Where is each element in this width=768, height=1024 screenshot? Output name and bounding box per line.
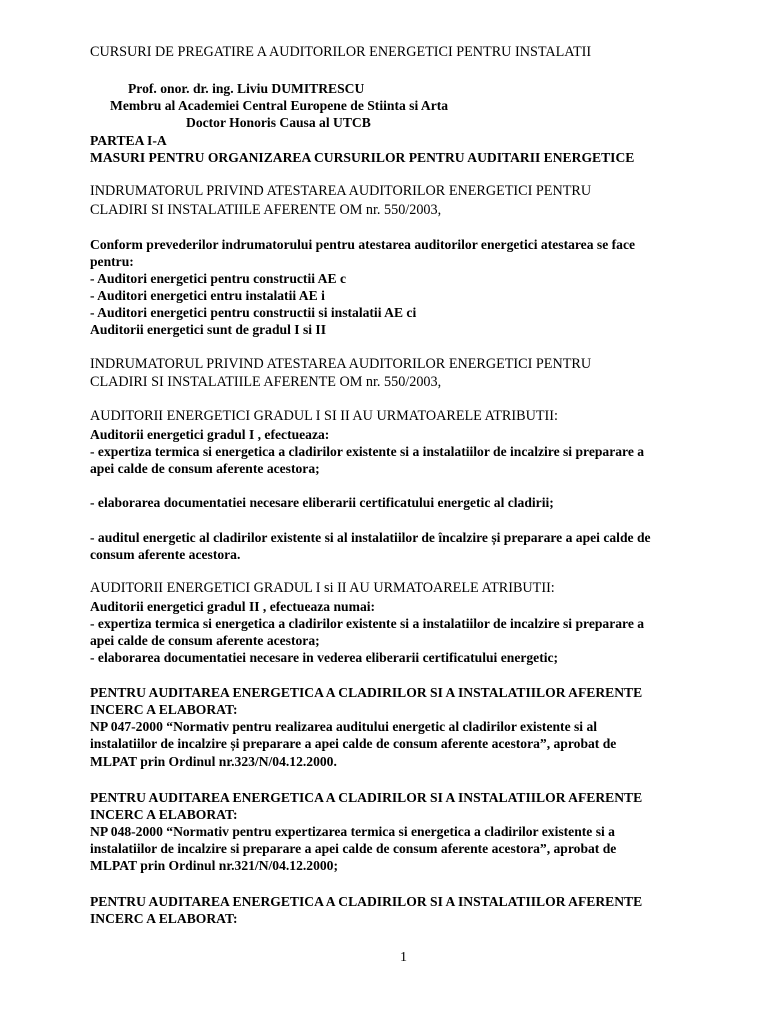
section4-item1-line2: apei calde de consum aferente acestora; xyxy=(90,633,320,648)
section5-text-line3: MLPAT prin Ordinul nr.323/N/04.12.2000. xyxy=(90,754,337,769)
section5-heading-line1: PENTRU AUDITAREA ENERGETICA A CLADIRILOR SI A INSTALATIILOR AFERENTE xyxy=(90,685,643,700)
section5-heading-line2: INCERC A ELABORAT: xyxy=(90,702,238,717)
part-title: MASURI PENTRU ORGANIZAREA CURSURILOR PENTRU AUDITARII ENERGETICE xyxy=(90,150,635,165)
section7-heading-line1: PENTRU AUDITAREA ENERGETICA A CLADIRILOR SI A INSTALATIILOR AFERENTE xyxy=(90,894,643,909)
section1-intro-line1: Conform prevederilor indrumatorului pentru atestarea auditorilor energetici atestarea se face xyxy=(90,237,636,252)
section4-subheading: Auditorii energetici gradul II , efectueaza numai: xyxy=(90,599,376,614)
section1-heading-line1: INDRUMATORUL PRIVIND ATESTAREA AUDITORILOR ENERGETICI PENTRU xyxy=(90,183,592,199)
section6-text-line3: MLPAT prin Ordinul nr.321/N/04.12.2000; xyxy=(90,858,338,873)
section1-grades: Auditorii energetici sunt de gradul I si II xyxy=(90,322,327,337)
section3-subheading: Auditorii energetici gradul I , efectueaza: xyxy=(90,427,330,442)
section3-item2: - elaborarea documentatiei necesare eliberarii certificatului energetic al cladirii; xyxy=(90,495,554,510)
section4-item1-line1: - expertiza termica si energetica a cladirilor existente si a instalatiilor de incalzire si preparare a xyxy=(90,616,645,631)
list-item: - Auditori energetici entru instalatii AE i xyxy=(90,288,325,303)
document-title: CURSURI DE PREGATIRE A AUDITORILOR ENERGETICI PENTRU INSTALATII xyxy=(90,44,592,60)
section3-item3-line2: consum aferente acestora. xyxy=(90,547,241,562)
section6-text-line1: NP 048-2000 “Normativ pentru expertizarea termica si energetica a cladirilor existente si a xyxy=(90,824,615,839)
section3-item1-line2: apei calde de consum aferente acestora; xyxy=(90,461,320,476)
section1-heading-line2: CLADIRI SI INSTALATIILE AFERENTE OM nr. 550/2003, xyxy=(90,202,442,218)
section7-heading-line2: INCERC A ELABORAT: xyxy=(90,911,238,926)
list-item: - Auditori energetici pentru constructii AE c xyxy=(90,271,346,286)
section3-item3-line1: - auditul energetic al cladirilor existente si al instalatiilor de încalzire și preparare a apei calde de xyxy=(90,530,651,545)
section3-item1-line1: - expertiza termica si energetica a cladirilor existente si a instalatiilor de incalzire si preparare a xyxy=(90,444,645,459)
part-label: PARTEA I-A xyxy=(90,133,167,148)
list-item: - Auditori energetici pentru constructii si instalatii AE ci xyxy=(90,305,417,320)
section6-heading-line1: PENTRU AUDITAREA ENERGETICA A CLADIRILOR SI A INSTALATIILOR AFERENTE xyxy=(90,790,643,805)
section4-item2: - elaborarea documentatiei necesare in vederea eliberarii certificatului energetic; xyxy=(90,650,559,665)
author-honors: Doctor Honoris Causa al UTCB xyxy=(186,115,371,130)
page-number: 1 xyxy=(400,950,407,965)
section3-heading: AUDITORII ENERGETICI GRADUL I SI II AU URMATOARELE ATRIBUTII: xyxy=(90,408,558,424)
section4-heading: AUDITORII ENERGETICI GRADUL I si II AU URMATOARELE ATRIBUTII: xyxy=(90,580,555,596)
section6-heading-line2: INCERC A ELABORAT: xyxy=(90,807,238,822)
section2-heading-line1: INDRUMATORUL PRIVIND ATESTAREA AUDITORILOR ENERGETICI PENTRU xyxy=(90,356,592,372)
section2-heading-line2: CLADIRI SI INSTALATIILE AFERENTE OM nr. 550/2003, xyxy=(90,374,442,390)
section6-text-line2: instalatiilor de incalzire si preparare a apei calde de consum aferente acestora”, aprobat de xyxy=(90,841,617,856)
author-name: Prof. onor. dr. ing. Liviu DUMITRESCU xyxy=(128,81,365,96)
author-membership: Membru al Academiei Central Europene de Stiinta si Arta xyxy=(110,98,449,113)
section5-text-line2: instalatiilor de incalzire și preparare a apei calde de consum aferente acestora”, aprobat de xyxy=(90,736,617,751)
section1-intro-line2: pentru: xyxy=(90,254,134,269)
section5-text-line1: NP 047-2000 “Normativ pentru realizarea auditului energetic al cladirilor existente si al xyxy=(90,719,598,734)
